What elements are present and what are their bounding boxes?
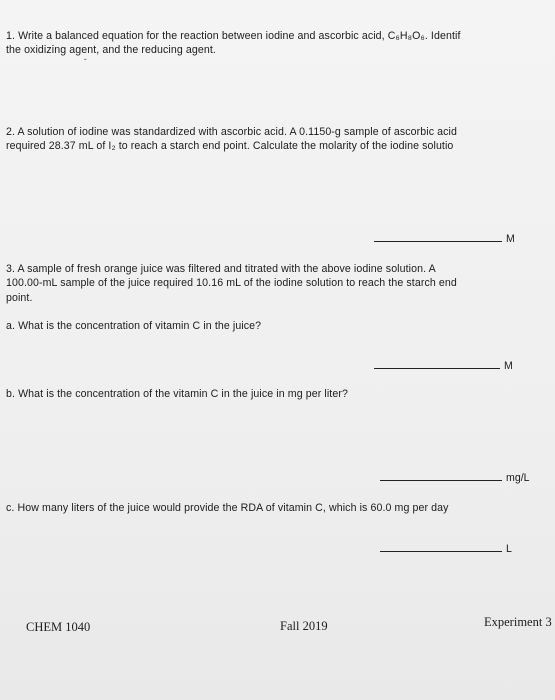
question-3-line-1: 3. A sample of fresh orange juice was filtered and titrated with the above iodine solution. A: [6, 263, 436, 275]
answer-line: [380, 479, 502, 481]
answer-blank-q2[interactable]: [374, 233, 515, 245]
answer-line: [380, 550, 502, 552]
footer-term: Fall 2019: [280, 619, 328, 633]
question-3-line-3: point.: [6, 292, 33, 304]
question-2-line-1: 2. A solution of iodine was standardized with ascorbic acid. A 0.1150-g sample of ascorbic acid: [6, 126, 457, 138]
answer-unit: L: [506, 543, 512, 555]
pen-mark: ˇ: [84, 58, 87, 67]
question-1-line-2: the oxidizing agent, and the reducing agent.: [6, 44, 216, 56]
footer-experiment: Experiment 3: [484, 615, 552, 629]
question-1-line-1: 1. Write a balanced equation for the reaction between iodine and ascorbic acid, C₆H₈O₆. Identif: [6, 30, 461, 42]
answer-line: [374, 240, 502, 242]
question-3-line-2: 100.00-mL sample of the juice required 10.16 mL of the iodine solution to reach the starch end: [6, 277, 457, 289]
footer-course: CHEM 1040: [26, 620, 91, 634]
answer-line: [374, 367, 500, 369]
question-3c: c. How many liters of the juice would provide the RDA of vitamin C, which is 60.0 mg per day: [6, 502, 449, 514]
answer-unit: M: [506, 233, 515, 245]
answer-blank-q3a[interactable]: [374, 360, 513, 372]
question-3a: a. What is the concentration of vitamin C in the juice?: [6, 320, 262, 332]
question-2-line-2: required 28.37 mL of I₂ to reach a starch end point. Calculate the molarity of the iodine solutio: [6, 140, 454, 152]
answer-blank-q3c[interactable]: [380, 543, 512, 555]
answer-unit: mg/L: [506, 472, 530, 484]
question-3b: b. What is the concentration of the vitamin C in the juice in mg per liter?: [6, 388, 348, 400]
answer-unit: M: [504, 360, 513, 372]
answer-blank-q3b[interactable]: [380, 472, 530, 484]
